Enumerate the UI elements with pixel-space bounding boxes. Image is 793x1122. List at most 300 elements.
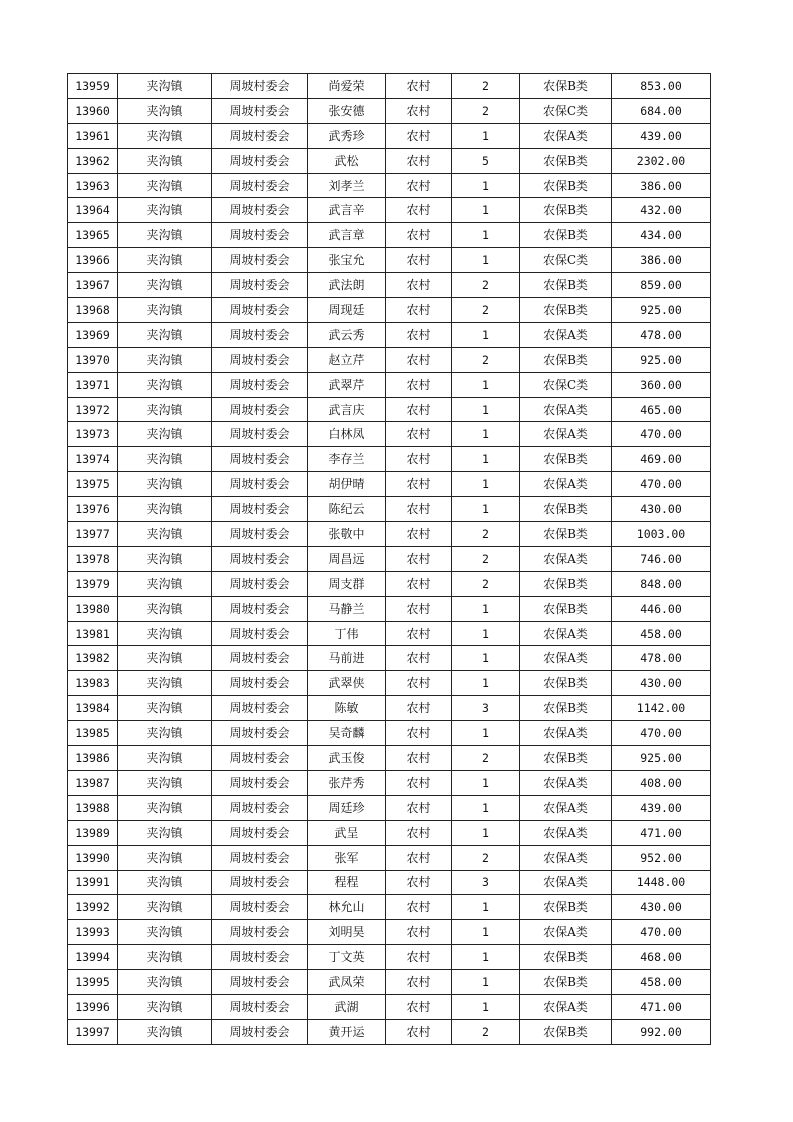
town-cell: 夹沟镇 [118, 447, 212, 472]
household-size-cell: 1 [452, 472, 520, 497]
household-size-cell: 1 [452, 721, 520, 746]
amount-cell: 360.00 [612, 372, 711, 397]
table-row [68, 123, 711, 148]
person-name-cell: 武玉俊 [308, 746, 386, 771]
household-size-cell: 1 [452, 447, 520, 472]
town-cell: 夹沟镇 [118, 347, 212, 372]
data-table [67, 73, 711, 1045]
insurance-category-cell: 农保B类 [520, 970, 612, 995]
town-cell: 夹沟镇 [118, 248, 212, 273]
village-committee-cell: 周坡村委会 [212, 920, 308, 945]
household-type-cell: 农村 [386, 994, 452, 1019]
amount-cell: 470.00 [612, 721, 711, 746]
person-name-cell: 武湖 [308, 994, 386, 1019]
town-cell: 夹沟镇 [118, 198, 212, 223]
table-row [68, 74, 711, 99]
town-cell: 夹沟镇 [118, 621, 212, 646]
record-id-cell: 13962 [68, 148, 118, 173]
person-name-cell: 武云秀 [308, 322, 386, 347]
village-committee-cell: 周坡村委会 [212, 994, 308, 1019]
town-cell: 夹沟镇 [118, 148, 212, 173]
amount-cell: 853.00 [612, 74, 711, 99]
amount-cell: 470.00 [612, 920, 711, 945]
insurance-category-cell: 农保B类 [520, 596, 612, 621]
insurance-category-cell: 农保A类 [520, 546, 612, 571]
record-id-cell: 13968 [68, 298, 118, 323]
village-committee-cell: 周坡村委会 [212, 945, 308, 970]
town-cell: 夹沟镇 [118, 322, 212, 347]
town-cell: 夹沟镇 [118, 497, 212, 522]
household-size-cell: 2 [452, 98, 520, 123]
village-committee-cell: 周坡村委会 [212, 298, 308, 323]
insurance-category-cell: 农保A类 [520, 123, 612, 148]
record-id-cell: 13996 [68, 994, 118, 1019]
record-id-cell: 13961 [68, 123, 118, 148]
person-name-cell: 刘明昊 [308, 920, 386, 945]
person-name-cell: 马静兰 [308, 596, 386, 621]
town-cell: 夹沟镇 [118, 522, 212, 547]
insurance-category-cell: 农保B类 [520, 298, 612, 323]
household-size-cell: 2 [452, 546, 520, 571]
amount-cell: 386.00 [612, 248, 711, 273]
village-committee-cell: 周坡村委会 [212, 248, 308, 273]
village-committee-cell: 周坡村委会 [212, 795, 308, 820]
insurance-category-cell: 农保C类 [520, 98, 612, 123]
table-row [68, 994, 711, 1019]
town-cell: 夹沟镇 [118, 970, 212, 995]
household-size-cell: 2 [452, 298, 520, 323]
table-row [68, 721, 711, 746]
person-name-cell: 周廷珍 [308, 795, 386, 820]
person-name-cell: 武秀珍 [308, 123, 386, 148]
village-committee-cell: 周坡村委会 [212, 372, 308, 397]
insurance-category-cell: 农保C类 [520, 372, 612, 397]
table-row [68, 298, 711, 323]
village-committee-cell: 周坡村委会 [212, 895, 308, 920]
amount-cell: 992.00 [612, 1019, 711, 1044]
village-committee-cell: 周坡村委会 [212, 870, 308, 895]
amount-cell: 684.00 [612, 98, 711, 123]
person-name-cell: 丁文英 [308, 945, 386, 970]
amount-cell: 478.00 [612, 646, 711, 671]
household-type-cell: 农村 [386, 646, 452, 671]
amount-cell: 952.00 [612, 845, 711, 870]
person-name-cell: 刘孝兰 [308, 173, 386, 198]
amount-cell: 470.00 [612, 472, 711, 497]
household-size-cell: 1 [452, 945, 520, 970]
town-cell: 夹沟镇 [118, 820, 212, 845]
household-type-cell: 农村 [386, 845, 452, 870]
village-committee-cell: 周坡村委会 [212, 522, 308, 547]
amount-cell: 458.00 [612, 970, 711, 995]
person-name-cell: 武言辛 [308, 198, 386, 223]
amount-cell: 469.00 [612, 447, 711, 472]
household-type-cell: 农村 [386, 497, 452, 522]
household-size-cell: 1 [452, 671, 520, 696]
record-id-cell: 13959 [68, 74, 118, 99]
household-type-cell: 农村 [386, 1019, 452, 1044]
record-id-cell: 13966 [68, 248, 118, 273]
household-type-cell: 农村 [386, 148, 452, 173]
record-id-cell: 13988 [68, 795, 118, 820]
record-id-cell: 13995 [68, 970, 118, 995]
person-name-cell: 武翠侠 [308, 671, 386, 696]
town-cell: 夹沟镇 [118, 223, 212, 248]
record-id-cell: 13989 [68, 820, 118, 845]
household-size-cell: 1 [452, 596, 520, 621]
household-size-cell: 2 [452, 273, 520, 298]
household-type-cell: 农村 [386, 945, 452, 970]
household-size-cell: 1 [452, 123, 520, 148]
amount-cell: 925.00 [612, 746, 711, 771]
household-size-cell: 1 [452, 795, 520, 820]
household-type-cell: 农村 [386, 322, 452, 347]
town-cell: 夹沟镇 [118, 770, 212, 795]
household-size-cell: 1 [452, 322, 520, 347]
table-row [68, 945, 711, 970]
village-committee-cell: 周坡村委会 [212, 273, 308, 298]
town-cell: 夹沟镇 [118, 721, 212, 746]
insurance-category-cell: 农保B类 [520, 895, 612, 920]
person-name-cell: 武言庆 [308, 397, 386, 422]
amount-cell: 434.00 [612, 223, 711, 248]
household-type-cell: 农村 [386, 746, 452, 771]
person-name-cell: 赵立芹 [308, 347, 386, 372]
record-id-cell: 13969 [68, 322, 118, 347]
table-row [68, 397, 711, 422]
record-id-cell: 13965 [68, 223, 118, 248]
amount-cell: 1003.00 [612, 522, 711, 547]
town-cell: 夹沟镇 [118, 298, 212, 323]
village-committee-cell: 周坡村委会 [212, 596, 308, 621]
town-cell: 夹沟镇 [118, 123, 212, 148]
amount-cell: 408.00 [612, 770, 711, 795]
amount-cell: 386.00 [612, 173, 711, 198]
village-committee-cell: 周坡村委会 [212, 970, 308, 995]
household-type-cell: 农村 [386, 173, 452, 198]
town-cell: 夹沟镇 [118, 422, 212, 447]
record-id-cell: 13971 [68, 372, 118, 397]
town-cell: 夹沟镇 [118, 795, 212, 820]
person-name-cell: 张敬中 [308, 522, 386, 547]
person-name-cell: 黄开运 [308, 1019, 386, 1044]
household-size-cell: 1 [452, 994, 520, 1019]
table-row [68, 596, 711, 621]
table-row [68, 895, 711, 920]
person-name-cell: 武松 [308, 148, 386, 173]
table-row [68, 795, 711, 820]
town-cell: 夹沟镇 [118, 596, 212, 621]
household-type-cell: 农村 [386, 696, 452, 721]
household-size-cell: 2 [452, 571, 520, 596]
insurance-category-cell: 农保B类 [520, 671, 612, 696]
village-committee-cell: 周坡村委会 [212, 148, 308, 173]
amount-cell: 925.00 [612, 347, 711, 372]
table-row [68, 372, 711, 397]
town-cell: 夹沟镇 [118, 74, 212, 99]
household-type-cell: 农村 [386, 970, 452, 995]
village-committee-cell: 周坡村委会 [212, 770, 308, 795]
table-row [68, 148, 711, 173]
person-name-cell: 武凤荣 [308, 970, 386, 995]
table-row [68, 746, 711, 771]
record-id-cell: 13973 [68, 422, 118, 447]
household-type-cell: 农村 [386, 621, 452, 646]
table-row [68, 522, 711, 547]
record-id-cell: 13964 [68, 198, 118, 223]
amount-cell: 848.00 [612, 571, 711, 596]
amount-cell: 439.00 [612, 123, 711, 148]
record-id-cell: 13975 [68, 472, 118, 497]
amount-cell: 1142.00 [612, 696, 711, 721]
household-size-cell: 2 [452, 746, 520, 771]
insurance-category-cell: 农保A类 [520, 820, 612, 845]
town-cell: 夹沟镇 [118, 1019, 212, 1044]
record-id-cell: 13992 [68, 895, 118, 920]
household-size-cell: 2 [452, 1019, 520, 1044]
table-row [68, 820, 711, 845]
person-name-cell: 周现廷 [308, 298, 386, 323]
insurance-category-cell: 农保B类 [520, 173, 612, 198]
person-name-cell: 程程 [308, 870, 386, 895]
table-row [68, 198, 711, 223]
household-size-cell: 2 [452, 347, 520, 372]
village-committee-cell: 周坡村委会 [212, 447, 308, 472]
household-size-cell: 1 [452, 970, 520, 995]
village-committee-cell: 周坡村委会 [212, 98, 308, 123]
household-size-cell: 1 [452, 248, 520, 273]
record-id-cell: 13985 [68, 721, 118, 746]
record-id-cell: 13983 [68, 671, 118, 696]
town-cell: 夹沟镇 [118, 920, 212, 945]
table-row [68, 248, 711, 273]
household-type-cell: 农村 [386, 571, 452, 596]
amount-cell: 458.00 [612, 621, 711, 646]
insurance-category-cell: 农保A类 [520, 994, 612, 1019]
household-size-cell: 1 [452, 497, 520, 522]
person-name-cell: 李存兰 [308, 447, 386, 472]
table-row [68, 98, 711, 123]
record-id-cell: 13980 [68, 596, 118, 621]
household-size-cell: 2 [452, 845, 520, 870]
household-type-cell: 农村 [386, 546, 452, 571]
record-id-cell: 13997 [68, 1019, 118, 1044]
village-committee-cell: 周坡村委会 [212, 721, 308, 746]
household-type-cell: 农村 [386, 447, 452, 472]
household-type-cell: 农村 [386, 74, 452, 99]
household-type-cell: 农村 [386, 721, 452, 746]
insurance-category-cell: 农保A类 [520, 322, 612, 347]
record-id-cell: 13972 [68, 397, 118, 422]
village-committee-cell: 周坡村委会 [212, 397, 308, 422]
household-size-cell: 5 [452, 148, 520, 173]
table-row [68, 571, 711, 596]
insurance-category-cell: 农保A类 [520, 721, 612, 746]
insurance-category-cell: 农保B类 [520, 696, 612, 721]
household-size-cell: 1 [452, 770, 520, 795]
person-name-cell: 武言章 [308, 223, 386, 248]
household-type-cell: 农村 [386, 397, 452, 422]
person-name-cell: 林允山 [308, 895, 386, 920]
person-name-cell: 尚爱荣 [308, 74, 386, 99]
village-committee-cell: 周坡村委会 [212, 546, 308, 571]
table-body [68, 74, 711, 1045]
household-type-cell: 农村 [386, 98, 452, 123]
table-row [68, 621, 711, 646]
record-id-cell: 13976 [68, 497, 118, 522]
insurance-category-cell: 农保A类 [520, 845, 612, 870]
table-row [68, 671, 711, 696]
insurance-category-cell: 农保B类 [520, 945, 612, 970]
person-name-cell: 武法朗 [308, 273, 386, 298]
table-row [68, 1019, 711, 1044]
table-row [68, 273, 711, 298]
person-name-cell: 周支群 [308, 571, 386, 596]
record-id-cell: 13986 [68, 746, 118, 771]
insurance-category-cell: 农保B类 [520, 497, 612, 522]
household-type-cell: 农村 [386, 347, 452, 372]
record-id-cell: 13993 [68, 920, 118, 945]
insurance-category-cell: 农保A类 [520, 472, 612, 497]
table-row [68, 223, 711, 248]
household-type-cell: 农村 [386, 522, 452, 547]
table-row [68, 970, 711, 995]
record-id-cell: 13990 [68, 845, 118, 870]
household-size-cell: 1 [452, 895, 520, 920]
person-name-cell: 丁伟 [308, 621, 386, 646]
record-id-cell: 13970 [68, 347, 118, 372]
town-cell: 夹沟镇 [118, 895, 212, 920]
record-id-cell: 13982 [68, 646, 118, 671]
insurance-category-cell: 农保B类 [520, 571, 612, 596]
household-type-cell: 农村 [386, 795, 452, 820]
town-cell: 夹沟镇 [118, 646, 212, 671]
village-committee-cell: 周坡村委会 [212, 198, 308, 223]
amount-cell: 478.00 [612, 322, 711, 347]
village-committee-cell: 周坡村委会 [212, 422, 308, 447]
person-name-cell: 张安德 [308, 98, 386, 123]
amount-cell: 2302.00 [612, 148, 711, 173]
record-id-cell: 13963 [68, 173, 118, 198]
table-row [68, 322, 711, 347]
amount-cell: 468.00 [612, 945, 711, 970]
household-type-cell: 农村 [386, 870, 452, 895]
amount-cell: 471.00 [612, 994, 711, 1019]
town-cell: 夹沟镇 [118, 173, 212, 198]
village-committee-cell: 周坡村委会 [212, 347, 308, 372]
household-type-cell: 农村 [386, 298, 452, 323]
household-size-cell: 1 [452, 820, 520, 845]
household-size-cell: 1 [452, 223, 520, 248]
table-row [68, 422, 711, 447]
record-id-cell: 13984 [68, 696, 118, 721]
insurance-category-cell: 农保B类 [520, 347, 612, 372]
record-id-cell: 13974 [68, 447, 118, 472]
household-type-cell: 农村 [386, 422, 452, 447]
household-size-cell: 1 [452, 397, 520, 422]
table-row [68, 870, 711, 895]
table-row [68, 770, 711, 795]
table-row [68, 646, 711, 671]
town-cell: 夹沟镇 [118, 845, 212, 870]
village-committee-cell: 周坡村委会 [212, 322, 308, 347]
household-type-cell: 农村 [386, 248, 452, 273]
household-type-cell: 农村 [386, 920, 452, 945]
insurance-category-cell: 农保B类 [520, 198, 612, 223]
town-cell: 夹沟镇 [118, 870, 212, 895]
village-committee-cell: 周坡村委会 [212, 472, 308, 497]
village-committee-cell: 周坡村委会 [212, 497, 308, 522]
household-type-cell: 农村 [386, 770, 452, 795]
amount-cell: 432.00 [612, 198, 711, 223]
insurance-category-cell: 农保B类 [520, 223, 612, 248]
table-row [68, 546, 711, 571]
household-size-cell: 3 [452, 696, 520, 721]
household-type-cell: 农村 [386, 223, 452, 248]
town-cell: 夹沟镇 [118, 746, 212, 771]
village-committee-cell: 周坡村委会 [212, 845, 308, 870]
amount-cell: 430.00 [612, 895, 711, 920]
town-cell: 夹沟镇 [118, 98, 212, 123]
person-name-cell: 周昌远 [308, 546, 386, 571]
record-id-cell: 13987 [68, 770, 118, 795]
household-type-cell: 农村 [386, 123, 452, 148]
household-type-cell: 农村 [386, 596, 452, 621]
table-row [68, 173, 711, 198]
town-cell: 夹沟镇 [118, 945, 212, 970]
town-cell: 夹沟镇 [118, 273, 212, 298]
household-size-cell: 1 [452, 422, 520, 447]
record-id-cell: 13979 [68, 571, 118, 596]
village-committee-cell: 周坡村委会 [212, 820, 308, 845]
table-row [68, 347, 711, 372]
household-type-cell: 农村 [386, 472, 452, 497]
household-size-cell: 1 [452, 920, 520, 945]
household-size-cell: 1 [452, 198, 520, 223]
household-type-cell: 农村 [386, 671, 452, 696]
insurance-category-cell: 农保B类 [520, 746, 612, 771]
record-id-cell: 13967 [68, 273, 118, 298]
village-committee-cell: 周坡村委会 [212, 123, 308, 148]
record-id-cell: 13991 [68, 870, 118, 895]
town-cell: 夹沟镇 [118, 671, 212, 696]
insurance-category-cell: 农保B类 [520, 522, 612, 547]
table-row [68, 497, 711, 522]
insurance-category-cell: 农保B类 [520, 273, 612, 298]
amount-cell: 470.00 [612, 422, 711, 447]
household-size-cell: 2 [452, 74, 520, 99]
amount-cell: 446.00 [612, 596, 711, 621]
amount-cell: 925.00 [612, 298, 711, 323]
household-type-cell: 农村 [386, 198, 452, 223]
town-cell: 夹沟镇 [118, 397, 212, 422]
table-row [68, 472, 711, 497]
amount-cell: 465.00 [612, 397, 711, 422]
person-name-cell: 马前进 [308, 646, 386, 671]
amount-cell: 1448.00 [612, 870, 711, 895]
person-name-cell: 张芹秀 [308, 770, 386, 795]
town-cell: 夹沟镇 [118, 571, 212, 596]
person-name-cell: 张宝允 [308, 248, 386, 273]
person-name-cell: 吴奇麟 [308, 721, 386, 746]
household-size-cell: 1 [452, 372, 520, 397]
village-committee-cell: 周坡村委会 [212, 696, 308, 721]
record-id-cell: 13960 [68, 98, 118, 123]
village-committee-cell: 周坡村委会 [212, 646, 308, 671]
village-committee-cell: 周坡村委会 [212, 571, 308, 596]
person-name-cell: 陈纪云 [308, 497, 386, 522]
household-type-cell: 农村 [386, 273, 452, 298]
